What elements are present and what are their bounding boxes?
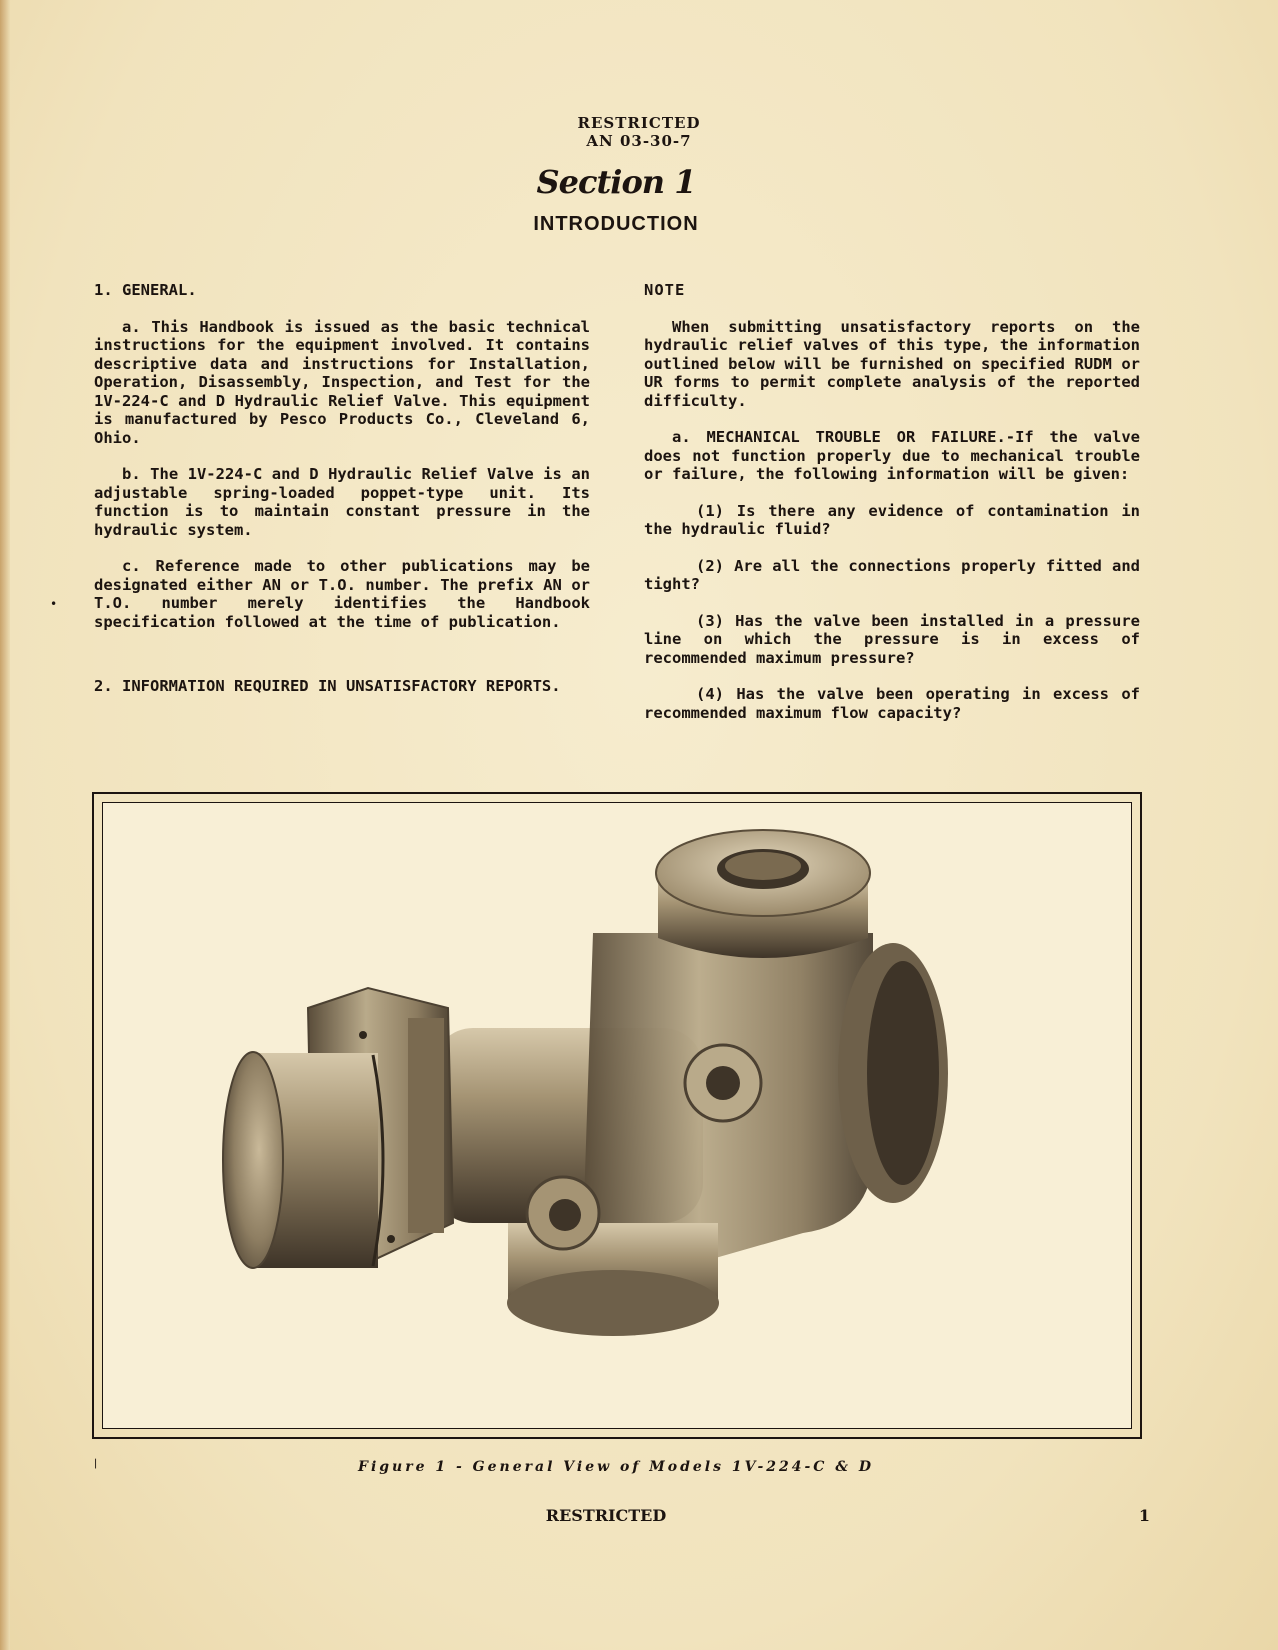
paragraph-c: c. Reference made to other publications may be designated either AN or T.O. number. The prefix AN or T.O. number merely identifies the Handbook specification followed at the time of publication. <box>94 557 590 631</box>
page-number: 1 <box>1138 1506 1150 1525</box>
bottom-port <box>507 1270 719 1336</box>
end-cap <box>223 1052 283 1268</box>
note-text: When submitting unsatisfactory reports on the hydraulic relief valves of this type, the information outlined below will be furnished on specified RUDM or UR forms to permit complete analysis of the reported difficulty. <box>644 317 1140 410</box>
question-1: (1) Is there any evidence of contamination in the hydraulic fluid? <box>644 501 1140 538</box>
footer-classification: RESTRICTED <box>545 1506 667 1525</box>
figure-caption: Figure 1 - General View of Models 1V-224-C & D <box>358 1459 874 1475</box>
paragraph-a: a. This Handbook is issued as the basic technical instructions for the equipment involved. It contains descriptive data and instructions for Installation, Operation, Disassembly, Inspection, and Test for the 1V-224-C and D Hydraulic Relief Valve. This equipment is manufactured by Pesco Products Co., Cleveland 6, Ohio. <box>94 317 590 447</box>
question-2: (2) Are all the connections properly fitted and tight? <box>644 556 1140 593</box>
figure-image-area <box>102 802 1132 1429</box>
question-3: (3) Has the valve been installed in a pressure line on which the pressure is in excess of recommended maximum pressure? <box>644 611 1140 667</box>
figure-frame <box>92 792 1142 1439</box>
margin-tick: ❘ <box>92 1456 100 1470</box>
section-title: INTRODUCTION <box>533 213 699 235</box>
paragraph-b: b. The 1V-224-C and D Hydraulic Relief Valve is an adjustable spring-loaded poppet-type unit. Its function is to maintain constant pressure in the hydraulic system. <box>94 465 590 539</box>
section-label: Section 1 <box>536 163 696 201</box>
left-column <box>94 281 590 696</box>
page-edge <box>0 0 10 1650</box>
paragraph-mechanical-trouble: a. MECHANICAL TROUBLE OR FAILURE.-If the valve does not function properly due to mechanical trouble or failure, the following information will be given: <box>644 428 1140 483</box>
note-title: NOTE <box>644 281 686 299</box>
heading-information-required: 2. INFORMATION REQUIRED IN UNSATISFACTORY REPORTS. <box>94 677 561 695</box>
header-classification: RESTRICTED <box>577 114 701 132</box>
margin-dot: • <box>50 597 58 611</box>
header-doc-number: AN 03-30-7 <box>586 132 692 150</box>
right-column <box>644 281 1140 722</box>
heading-general: 1. GENERAL. <box>94 281 197 299</box>
question-4: (4) Has the valve been operating in excess of recommended maximum flow capacity? <box>644 685 1140 722</box>
relief-valve-illustration <box>103 803 1133 1430</box>
